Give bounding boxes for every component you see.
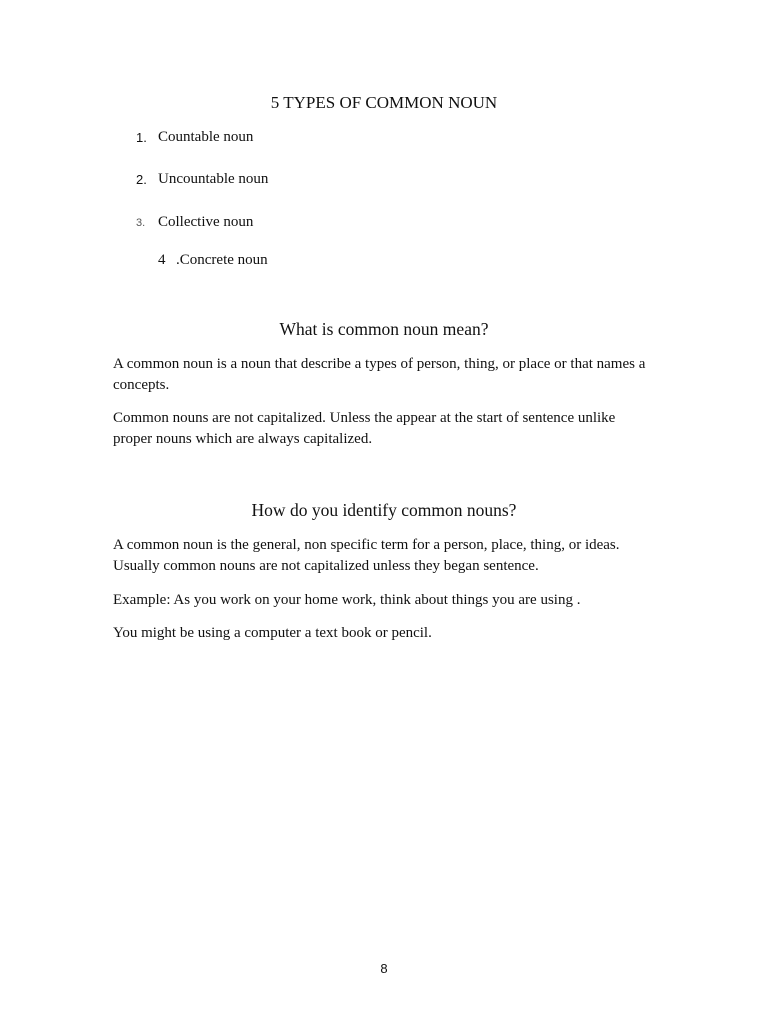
- page-number: 8: [380, 961, 388, 976]
- list-number: 1.: [136, 130, 147, 145]
- section-heading: How do you identify common nouns?: [251, 500, 517, 520]
- paragraph: Example: As you work on your home work, think about things you are using .: [113, 592, 581, 608]
- list-item: Uncountable noun: [158, 171, 269, 187]
- paragraph: You might be using a computer a text book or pencil.: [113, 625, 432, 641]
- page-title: 5 TYPES OF COMMON NOUN: [270, 93, 498, 112]
- paragraph: A common noun is a noun that describe a types of person, thing, or place or that names a concepts.: [113, 356, 646, 393]
- paragraph: Common nouns are not capitalized. Unless the appear at the start of sentence unlike proper nouns which are always capitalized.: [113, 410, 616, 447]
- list-item: .Concrete noun: [176, 252, 268, 268]
- list-item: Countable noun: [158, 129, 254, 145]
- list-number: 3.: [136, 217, 146, 229]
- list-number: 4: [158, 252, 166, 268]
- list-number: 2.: [136, 172, 147, 187]
- paragraph: A common noun is the general, non specific term for a person, place, thing, or ideas. Usually common nouns are not capitalized unless they began sentence.: [113, 537, 620, 574]
- list-item: Collective noun: [158, 214, 254, 230]
- section-heading: What is common noun mean?: [279, 319, 489, 339]
